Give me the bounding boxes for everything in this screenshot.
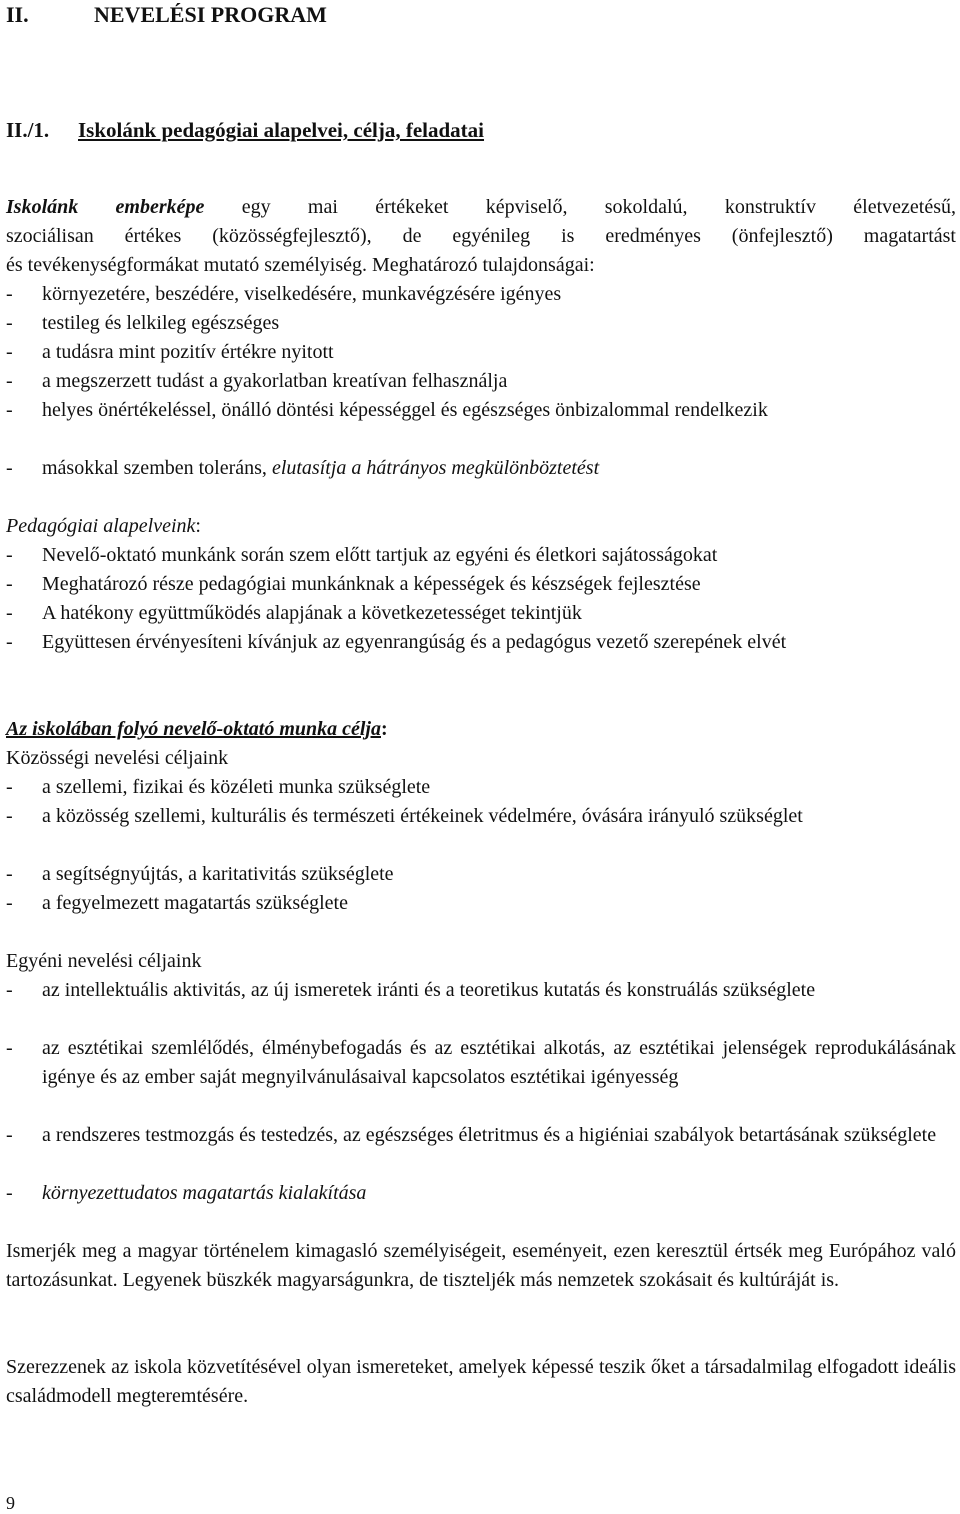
individual-goal-item: - környezettudatos magatartás kialakítása — [6, 1182, 367, 1204]
subsection-heading — [6, 118, 484, 143]
intro-line-1-rest: egy mai értékeket képviselő, sokoldalú, konstruktív életvezetésű, — [241, 196, 956, 218]
community-goal-item: - a közösség szellemi, kulturális és természeti értékeinek védelmére, óvására irányuló szükséglet — [6, 805, 803, 827]
section-title: NEVELÉSI PROGRAM — [94, 2, 327, 27]
trait-item: - testileg és lelkileg egészséges — [6, 312, 280, 334]
goal-title: Az iskolában folyó nevelő-oktató munka célja — [6, 718, 381, 740]
community-goal-item: - a segítségnyújtás, a karitativitás szükséglete — [6, 863, 394, 885]
principle-item: - Meghatározó része pedagógiai munkánknak a képességek és készségek fejlesztése — [6, 573, 701, 595]
principles-heading: Pedagógiai alapelveink: — [6, 515, 201, 537]
paragraph-history: Ismerjék meg a magyar történelem kimagasló személyiségeit, eseményeit, ezen keresztül értsék meg Európához való tartozásunkat. Legyenek büszkék magyarságunkra, de tiszteljék más nemzetek szokásait és kultúráját is. — [6, 1240, 956, 1291]
intro-line-1 — [6, 193, 956, 222]
trait-item: - másokkal szemben toleráns, elutasítja a hátrányos megkülönböztetést — [6, 457, 600, 479]
individual-goals-title: Egyéni nevelési céljaink — [6, 950, 202, 972]
individual-goal-item: - a rendszeres testmozgás és testedzés, az egészséges életritmus és a higiéniai szabályok betartásának szükséglete — [6, 1124, 937, 1146]
community-goals-title: Közösségi nevelési céljaink — [6, 747, 229, 769]
community-goal-item: - a fegyelmezett magatartás szükséglete — [6, 892, 348, 914]
principles-title: Pedagógiai alapelveink — [6, 515, 196, 537]
individual-goal-item: - az intellektuális aktivitás, az új ismeretek iránti és a teoretikus kutatás és konstruálás szükséglete — [6, 979, 816, 1001]
section-number: II. — [6, 2, 29, 27]
subsection-number: II./1. — [6, 118, 50, 142]
intro-term: Iskolánk emberképe — [6, 196, 205, 218]
trait-item: - helyes önértékeléssel, önálló döntési képességgel és egészséges önbizalommal rendelkezik — [6, 399, 768, 421]
trait-item: - a megszerzett tudást a gyakorlatban kreatívan felhasználja — [6, 370, 508, 392]
paragraph-family: Szerezzenek az iskola közvetítésével olyan ismereteket, amelyek képessé teszik őket a társadalmilag elfogadott ideális családmodell megteremtésére. — [6, 1356, 956, 1407]
trait-emphasis: elutasítja a hátrányos megkülönböztetést — [271, 457, 600, 479]
principle-item: - Együttesen érvényesíteni kívánjuk az egyenrangúság és a pedagógus vezető szerepének elvét — [6, 631, 787, 653]
page-number: 9 — [6, 1493, 15, 1513]
community-goal-item: - a szellemi, fizikai és közéleti munka szükséglete — [6, 776, 431, 798]
trait-item: - a tudásra mint pozitív értékre nyitott — [6, 341, 334, 363]
goal-heading: Az iskolában folyó nevelő-oktató munka célja: — [6, 718, 388, 740]
subsection-title: Iskolánk pedagógiai alapelvei, célja, feladatai — [78, 118, 485, 142]
individual-goal-item: - az esztétikai szemlélődés, élménybefogadás és az esztétikai alkotás, az esztétikai jelenségek reprodukálásának igénye és az ember saját megnyilvánulásaival kapcsolatos esztétikai igényesség — [6, 1037, 956, 1088]
principle-item: - Nevelő-oktató munkánk során szem előtt tartjuk az egyéni és életkori sajátosságokat — [6, 544, 718, 566]
section-heading — [6, 2, 327, 28]
trait-item: - környezetére, beszédére, viselkedésére, munkavégzésére igényes — [6, 283, 562, 305]
intro-line-3: és tevékenységformákat mutató személyiség. Meghatározó tulajdonságai: — [6, 254, 595, 276]
intro-line-2: szociálisan értékes (közösségfejlesztő), de egyénileg is eredményes (önfejlesztő) magatartást — [6, 225, 956, 247]
principle-item: - A hatékony együttműködés alapjának a következetességet tekintjük — [6, 602, 582, 624]
